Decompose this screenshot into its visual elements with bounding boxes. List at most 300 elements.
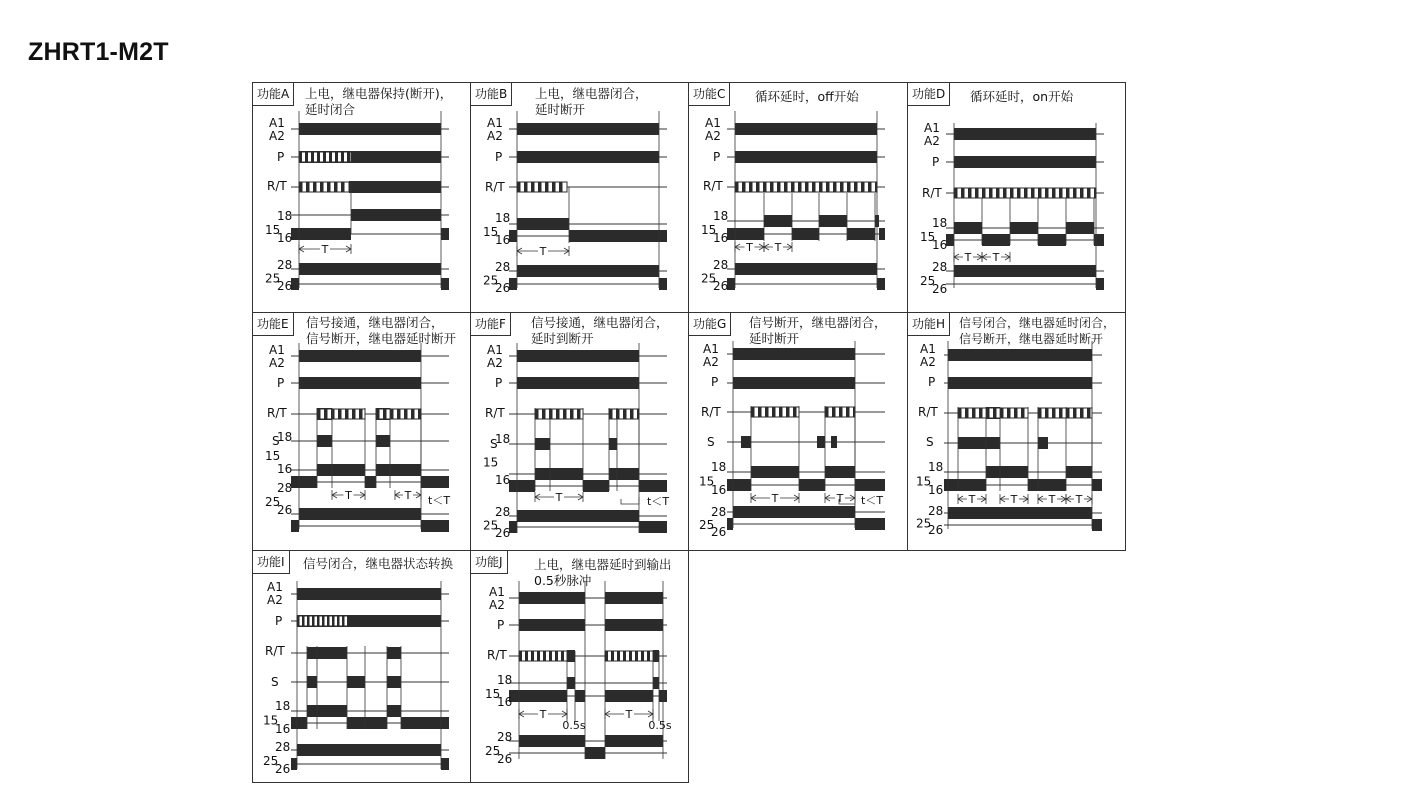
signal-label-n28: 28 xyxy=(277,258,293,272)
pulse-tick xyxy=(982,188,986,198)
signal-label-a2: A2 xyxy=(487,129,503,143)
timing-panel-f xyxy=(470,312,689,551)
function-tag-i: 功能I xyxy=(253,551,290,574)
function-desc-c: 循环延时，off开始 xyxy=(755,89,859,104)
pulse-tick xyxy=(1038,188,1042,198)
pulse-tick xyxy=(1038,408,1042,418)
pulse-tick xyxy=(329,152,332,162)
pulse-tick xyxy=(996,188,1000,198)
signal-label-p: P xyxy=(711,375,719,389)
timing-diagram-g xyxy=(689,313,908,551)
signal-label-n15: 15 xyxy=(263,713,279,728)
signal-bar xyxy=(733,377,855,389)
signal-bar xyxy=(735,123,877,135)
function-desc-b: 上电，继电器闭合， 延时断开 xyxy=(535,86,648,117)
pulse-tick xyxy=(609,409,613,419)
signal-label-n28: 28 xyxy=(277,481,293,495)
pulse-tick xyxy=(839,407,843,417)
pulse-tick xyxy=(1066,188,1070,198)
signal-label-rt: R/T xyxy=(487,648,507,662)
pulse-tick xyxy=(327,616,330,626)
signal-label-n28: 28 xyxy=(495,260,511,274)
function-tag-h: 功能H xyxy=(908,313,950,336)
pulse-tick xyxy=(798,182,802,192)
function-tag-f: 功能F xyxy=(471,313,511,336)
signal-bar xyxy=(855,518,885,530)
pulse-tick xyxy=(1017,188,1021,198)
signal-label-n28: 28 xyxy=(275,740,291,754)
signal-label-a1: A1 xyxy=(269,116,285,130)
signal-bar xyxy=(351,209,441,221)
pulse-tick xyxy=(305,152,308,162)
signal-label-n28: 28 xyxy=(495,505,511,519)
pulse-tick xyxy=(418,409,421,419)
pulse-tick xyxy=(1045,408,1049,418)
pulse-tick xyxy=(306,182,310,192)
signal-bar xyxy=(376,435,390,447)
signal-bar xyxy=(509,690,567,702)
pulse-tick xyxy=(525,651,528,661)
signal-bar xyxy=(727,228,764,240)
signal-bar xyxy=(583,480,609,492)
pulse-tick xyxy=(347,616,349,626)
short-pulse-label: t＜T xyxy=(647,495,670,508)
pulse-tick xyxy=(635,651,638,661)
signal-label-p: P xyxy=(713,150,721,164)
pulse-tick xyxy=(1080,408,1084,418)
signal-bar xyxy=(299,350,421,362)
signal-bar xyxy=(535,468,583,480)
pulse-tick xyxy=(605,651,608,661)
pulse-tick xyxy=(359,409,363,419)
pulse-tick xyxy=(549,409,553,419)
signal-label-n18: 18 xyxy=(713,209,729,223)
signal-label-p: P xyxy=(277,150,285,164)
pulse-tick xyxy=(299,182,303,192)
signal-label-s: S xyxy=(926,435,934,449)
pulse-tick xyxy=(338,409,342,419)
signal-bar xyxy=(877,278,885,290)
signal-bar xyxy=(317,464,365,476)
signal-label-a2: A2 xyxy=(487,356,503,370)
pulse-tick xyxy=(1059,188,1063,198)
pulse-tick xyxy=(1031,188,1035,198)
signal-label-n16: 16 xyxy=(277,462,293,476)
signal-bar xyxy=(519,592,585,604)
pulse-tick xyxy=(307,616,310,626)
signal-bar xyxy=(569,230,667,242)
signal-bar xyxy=(605,592,663,604)
signal-label-n18: 18 xyxy=(928,460,944,474)
signal-label-n18: 18 xyxy=(497,673,513,687)
pulse-tick xyxy=(1024,188,1028,198)
signal-label-n26: 26 xyxy=(495,281,511,295)
signal-label-rt: R/T xyxy=(703,179,723,193)
pulse-tick xyxy=(390,409,394,419)
signal-label-p: P xyxy=(495,376,503,390)
signal-bar xyxy=(1010,222,1038,234)
signal-bar xyxy=(376,464,421,476)
signal-bar xyxy=(517,123,659,135)
pulse-tick xyxy=(538,182,542,192)
signal-label-s: S xyxy=(271,675,279,689)
function-tag-e: 功能E xyxy=(253,313,294,336)
signal-bar xyxy=(517,350,639,362)
pulse-tick xyxy=(555,651,558,661)
signal-bar xyxy=(307,676,317,688)
period-label-t: T xyxy=(404,489,412,502)
timing-panel-j xyxy=(470,550,689,783)
function-desc-j: 上电，继电器延时到输出 0.5秒脉冲 xyxy=(534,557,672,588)
signal-label-n26: 26 xyxy=(713,279,729,293)
signal-bar xyxy=(517,265,659,277)
signal-bar xyxy=(764,215,792,227)
pulse-tick xyxy=(1014,408,1018,418)
signal-bar xyxy=(1096,278,1104,290)
signal-bar xyxy=(639,480,667,492)
signal-bar xyxy=(299,123,441,135)
pulse-tick xyxy=(535,409,539,419)
timing-panel-g xyxy=(688,312,908,551)
signal-bar xyxy=(509,480,535,492)
pulse-tick xyxy=(334,182,338,192)
signal-label-rt: R/T xyxy=(701,405,721,419)
pulse-tick xyxy=(312,616,315,626)
pulse-tick xyxy=(751,407,755,417)
pulse-tick xyxy=(299,152,302,162)
period-label-t: T xyxy=(836,492,844,505)
signal-label-a1: A1 xyxy=(924,121,940,135)
pulse-tick xyxy=(1003,188,1007,198)
signal-bar xyxy=(517,510,639,522)
pulse-tick xyxy=(345,409,349,419)
pulse-tick xyxy=(376,409,380,419)
signal-label-n15: 15 xyxy=(485,687,501,701)
signal-bar xyxy=(519,619,585,631)
pulse-tick xyxy=(965,408,969,418)
signal-label-n28: 28 xyxy=(711,505,727,519)
pulse-tick xyxy=(1066,408,1070,418)
signal-label-rt: R/T xyxy=(267,179,287,193)
signal-label-n15: 15 xyxy=(699,474,715,489)
signal-label-n18: 18 xyxy=(932,216,948,230)
signal-bar xyxy=(291,520,299,532)
signal-bar xyxy=(291,228,351,240)
signal-label-n16: 16 xyxy=(711,483,727,497)
pulse-tick xyxy=(1073,408,1077,418)
pulse-tick xyxy=(629,651,632,661)
timing-diagram-c xyxy=(689,83,908,313)
timing-panel-h xyxy=(907,312,1126,551)
pulse-tick xyxy=(1052,408,1056,418)
signal-label-s: S xyxy=(272,434,280,448)
signal-label-a2: A2 xyxy=(269,129,285,143)
pulse-tick xyxy=(623,409,627,419)
pulse-tick xyxy=(826,182,830,192)
signal-label-n25: 25 xyxy=(701,271,717,286)
signal-label-n15: 15 xyxy=(701,223,717,237)
pulse-tick xyxy=(556,409,560,419)
signal-bar xyxy=(954,128,1096,140)
pulse-tick xyxy=(868,182,872,192)
function-desc-i: 信号闭合，继电器状态转换 xyxy=(303,556,454,571)
pulse-tick xyxy=(331,409,335,419)
pulse-tick xyxy=(989,188,993,198)
signal-bar xyxy=(751,466,799,478)
signal-bar xyxy=(347,676,365,688)
signal-bar xyxy=(831,436,837,448)
signal-label-a2: A2 xyxy=(489,598,505,612)
signal-label-n25: 25 xyxy=(265,271,281,286)
signal-label-n15: 15 xyxy=(265,223,281,237)
pulse-tick xyxy=(819,182,823,192)
timing-panel-i xyxy=(252,550,471,783)
period-label-t: T xyxy=(1075,493,1083,506)
pulse-tick xyxy=(311,152,314,162)
signal-bar xyxy=(349,181,441,193)
signal-bar xyxy=(297,744,441,756)
timing-panel-e xyxy=(252,312,471,551)
pulse-tick xyxy=(961,188,965,198)
timing-panel-b xyxy=(470,82,689,313)
signal-bar xyxy=(1038,234,1066,246)
pulse-tick xyxy=(756,182,760,192)
pulse-tick xyxy=(975,188,979,198)
signal-label-n18: 18 xyxy=(277,430,293,444)
short-pulse-bracket xyxy=(621,497,639,504)
signal-label-a1: A1 xyxy=(489,585,505,599)
signal-label-rt: R/T xyxy=(485,180,505,194)
pulse-tick xyxy=(545,182,549,192)
signal-bar xyxy=(299,263,441,275)
signal-bar xyxy=(954,156,1096,168)
signal-label-n18: 18 xyxy=(277,209,293,223)
signal-bar xyxy=(1066,222,1094,234)
function-desc-e: 信号接通，继电器闭合， 信号断开，继电器延时断开 xyxy=(306,315,457,346)
function-tag-d: 功能D xyxy=(908,83,950,106)
pulse-tick xyxy=(542,409,546,419)
pulse-tick xyxy=(332,616,335,626)
signal-label-a1: A1 xyxy=(487,343,503,357)
pulse-tick xyxy=(611,651,614,661)
signal-bar xyxy=(792,228,819,240)
signal-label-n26: 26 xyxy=(932,282,948,296)
signal-label-rt: R/T xyxy=(267,406,287,420)
pulse-tick xyxy=(986,408,990,418)
signal-bar xyxy=(317,435,332,447)
signal-bar xyxy=(517,151,659,163)
pulse-tick xyxy=(411,409,415,419)
signal-bar xyxy=(944,479,986,491)
signal-bar xyxy=(519,735,585,747)
signal-label-p: P xyxy=(495,150,503,164)
pulse-tick xyxy=(327,182,331,192)
timing-panel-a xyxy=(252,82,471,313)
signal-label-n25: 25 xyxy=(916,516,932,531)
short-pulse-label: t＜T xyxy=(861,494,884,507)
pulse-tick xyxy=(347,152,350,162)
signal-bar xyxy=(825,466,855,478)
signal-bar xyxy=(735,263,877,275)
signal-label-n16: 16 xyxy=(932,238,948,252)
period-label-t: T xyxy=(555,491,563,504)
signal-label-n25: 25 xyxy=(699,518,715,532)
pulse-tick xyxy=(531,182,535,192)
signal-bar xyxy=(948,507,1092,519)
timing-panel-d xyxy=(907,82,1126,313)
function-tag-g: 功能G xyxy=(689,313,731,336)
pulse-tick xyxy=(742,182,746,192)
pulse-tick xyxy=(549,651,552,661)
signal-label-a2: A2 xyxy=(920,355,936,369)
signal-label-n16: 16 xyxy=(495,473,511,487)
timing-diagram-e xyxy=(253,313,471,551)
pulse-tick xyxy=(846,407,850,417)
signal-bar xyxy=(291,758,297,770)
period-label-t: T xyxy=(321,243,329,256)
pulse-tick xyxy=(519,651,522,661)
pulse-tick xyxy=(317,409,321,419)
pulse-tick xyxy=(570,409,574,419)
signal-label-n28: 28 xyxy=(932,260,948,274)
signal-label-a2: A2 xyxy=(924,134,940,148)
pulse-tick xyxy=(784,182,788,192)
signal-label-n16: 16 xyxy=(928,483,944,497)
pulse-tick xyxy=(641,651,644,661)
signal-bar xyxy=(609,438,617,450)
function-desc-g: 信号断开，继电器闭合， 延时断开 xyxy=(749,315,887,346)
signal-label-n28: 28 xyxy=(713,258,729,272)
period-label-t: T xyxy=(771,492,779,505)
signal-bar xyxy=(605,690,653,702)
signal-bar xyxy=(567,650,575,662)
signal-label-n16: 16 xyxy=(277,231,293,245)
pulse-tick xyxy=(979,408,983,418)
pulse-width-label: 0.5s xyxy=(562,719,586,732)
timing-diagram-h xyxy=(908,313,1126,551)
pulse-tick xyxy=(847,182,851,192)
signal-bar xyxy=(605,735,663,747)
signal-label-rt: R/T xyxy=(485,406,505,420)
pulse-tick xyxy=(337,616,340,626)
pulse-tick xyxy=(322,616,325,626)
signal-bar xyxy=(347,717,387,729)
signal-label-n26: 26 xyxy=(277,503,293,517)
pulse-tick xyxy=(1007,408,1011,418)
signal-label-a2: A2 xyxy=(269,356,285,370)
signal-bar xyxy=(517,377,639,389)
period-label-t: T xyxy=(968,493,976,506)
signal-bar xyxy=(387,705,401,717)
signal-label-n16: 16 xyxy=(275,722,291,736)
signal-bar xyxy=(639,521,667,533)
signal-label-n16: 16 xyxy=(497,695,513,709)
signal-bar xyxy=(733,506,855,518)
pulse-tick xyxy=(561,651,564,661)
pulse-tick xyxy=(833,182,837,192)
signal-label-a1: A1 xyxy=(267,580,283,594)
signal-label-n26: 26 xyxy=(928,523,944,537)
signal-bar xyxy=(1038,437,1048,449)
pulse-tick xyxy=(1087,188,1091,198)
pulse-tick xyxy=(317,616,320,626)
signal-bar xyxy=(387,676,401,688)
page-title: ZHRT1-M2T xyxy=(28,38,169,66)
signal-bar xyxy=(299,377,421,389)
period-label-t: T xyxy=(625,708,633,721)
pulse-tick xyxy=(323,152,326,162)
signal-bar xyxy=(733,348,855,360)
signal-bar xyxy=(819,215,847,227)
pulse-tick xyxy=(302,616,305,626)
signal-bar xyxy=(441,228,449,240)
pulse-tick xyxy=(552,182,556,192)
signal-bar xyxy=(1092,519,1102,531)
pulse-tick xyxy=(954,188,958,198)
signal-bar xyxy=(421,476,449,488)
signal-bar xyxy=(986,466,1028,478)
signal-label-n26: 26 xyxy=(495,526,511,540)
signal-bar xyxy=(954,265,1096,277)
signal-label-p: P xyxy=(928,375,936,389)
signal-label-n16: 16 xyxy=(713,231,729,245)
pulse-tick xyxy=(805,182,809,192)
pulse-tick xyxy=(763,182,767,192)
signal-label-n25: 25 xyxy=(920,274,936,288)
pulse-tick xyxy=(335,152,338,162)
signal-bar xyxy=(1092,479,1102,491)
pulse-tick xyxy=(623,651,626,661)
signal-bar xyxy=(299,508,421,520)
signal-bar xyxy=(1066,466,1092,478)
signal-label-n25: 25 xyxy=(263,754,279,768)
signal-bar xyxy=(948,377,1092,389)
signal-bar xyxy=(441,758,449,770)
short-pulse-label: t＜T xyxy=(428,494,451,507)
signal-bar xyxy=(535,438,550,450)
pulse-tick xyxy=(1073,188,1077,198)
pulse-tick xyxy=(1021,408,1025,418)
pulse-tick xyxy=(616,409,620,419)
signal-bar xyxy=(948,349,1092,361)
pulse-tick xyxy=(324,409,328,419)
timing-diagram-d xyxy=(908,83,1126,313)
signal-label-p: P xyxy=(277,376,285,390)
signal-label-n25: 25 xyxy=(483,518,499,533)
signal-label-n15: 15 xyxy=(916,474,932,489)
pulse-tick xyxy=(404,409,408,419)
signal-bar xyxy=(365,476,376,488)
signal-label-n25: 25 xyxy=(265,495,281,509)
signal-bar xyxy=(741,436,751,448)
signal-bar xyxy=(1028,479,1066,491)
pulse-tick xyxy=(777,182,781,192)
signal-bar xyxy=(575,690,585,702)
signal-bar xyxy=(958,437,1000,449)
period-label-t: T xyxy=(1010,493,1018,506)
signal-label-a2: A2 xyxy=(705,129,721,143)
period-label-t: T xyxy=(1048,493,1056,506)
signal-label-n28: 28 xyxy=(928,504,944,518)
signal-label-s: S xyxy=(707,435,715,449)
signal-bar xyxy=(653,650,659,662)
period-label-t: T xyxy=(746,241,753,254)
pulse-tick xyxy=(772,407,776,417)
function-desc-f: 信号接通，继电器闭合， 延时到断开 xyxy=(531,315,669,346)
pulse-tick xyxy=(617,651,620,661)
pulse-tick xyxy=(812,182,816,192)
signal-bar xyxy=(297,588,441,600)
